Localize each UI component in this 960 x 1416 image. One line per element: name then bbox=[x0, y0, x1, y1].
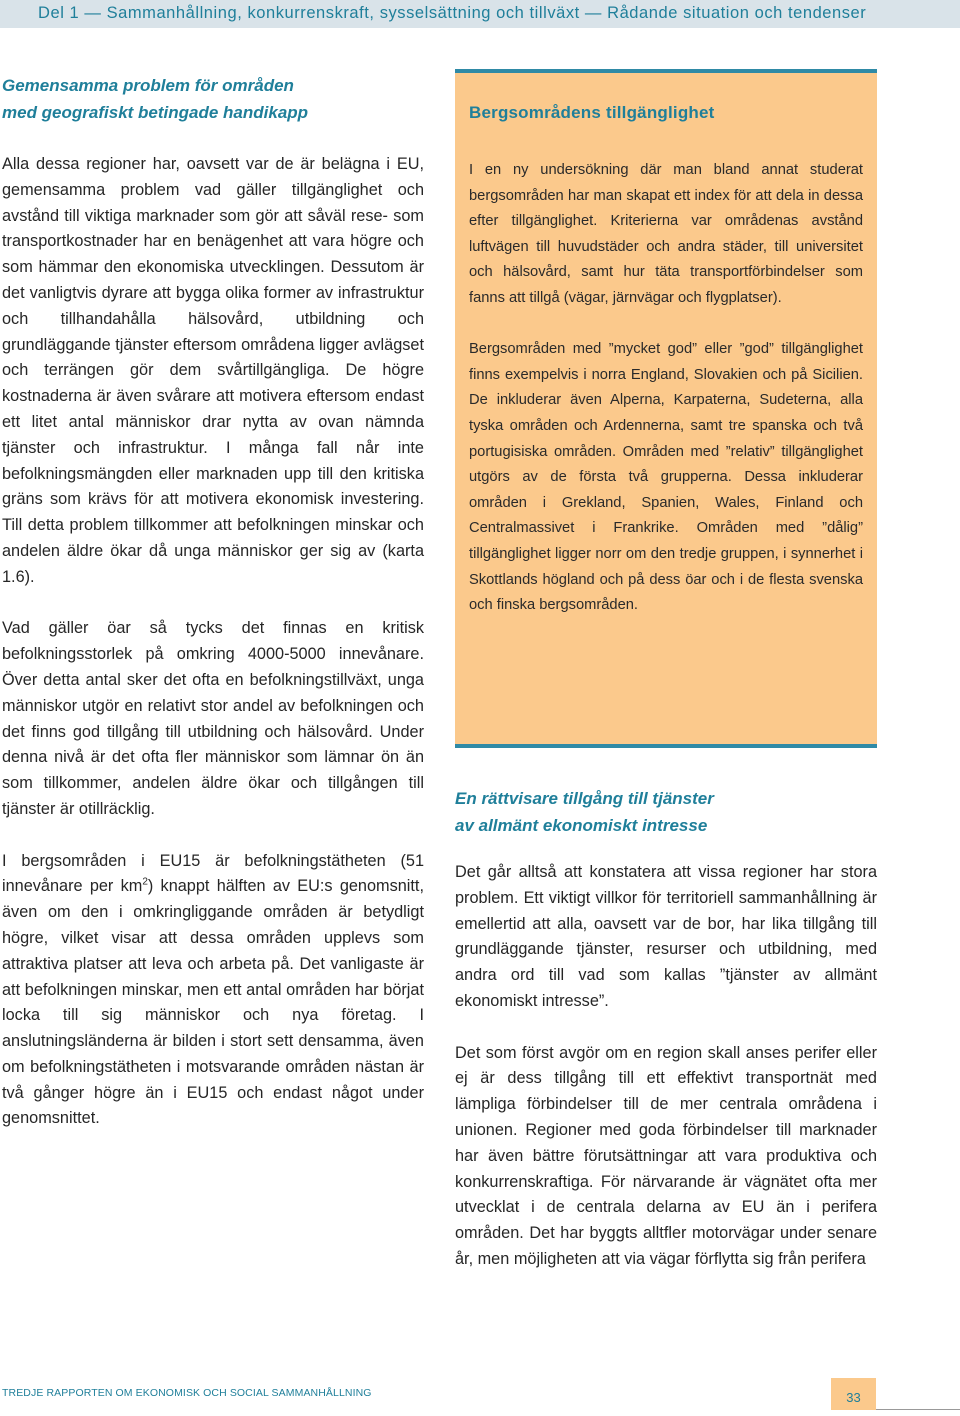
left-paragraph-3-end: ) knappt hälften av EU:s genomsnitt, även om den i omkringliggande områden är betydligt högre, vilket visar att dessa områden upplevs som attraktiva platser att leva och arbeta på. Det vanligaste är att befolkningen minskar, men ett antal områden har börjat locka till sig människor och nya företag. I anslutningsländerna är bilden i stort sett densamma, även om befolkningstätheten i motsvarande områden nästan är två gånger högre än i EU15 och endast något under genomsnittet. bbox=[2, 877, 424, 1128]
footer-divider bbox=[876, 1409, 960, 1410]
right-heading-line-2: av allmänt ekonomiskt intresse bbox=[455, 816, 708, 835]
right-section-heading bbox=[455, 785, 877, 839]
right-body bbox=[455, 860, 877, 1273]
running-header: Del 1 — Sammanhållning, konkurrenskraft, sysselsättning och tillväxt — Rådande situation och tendenser bbox=[0, 0, 960, 28]
left-paragraph-3 bbox=[2, 849, 424, 1133]
footer-report-title: TREDJE RAPPORTEN OM EKONOMISK OCH SOCIAL SAMMANHÅLLNING bbox=[2, 1387, 372, 1399]
left-heading-line-2: med geografiskt betingade handikapp bbox=[2, 103, 309, 122]
info-box-title: Bergsområdens tillgänglighet bbox=[469, 103, 715, 122]
left-column bbox=[2, 72, 424, 1132]
info-box-paragraph-2: Bergsområden med ”mycket god” eller ”god” tillgänglighet finns exempelvis i norra England, Slovakien och på Sicilien. De inkluderar även Alperna, Karpaterna, Sudeterna, alla tyska områden och Ardennerna, samt tre spanska och två portugisiska områden. Områden med ”relativ” tillgänglighet utgörs av de första två grupperna. Dessa inkluderar områden i Grekland, Spanien, Wales, Finland och Centralmassivet i Frankrike. Områden med ”dålig” tillgänglighet ligger norr om den tredje gruppen, i synnerhet i Skottlands högland och på dess öar och i de flesta svenska och finska bergsområden. bbox=[469, 341, 863, 614]
info-box-mountain-accessibility bbox=[455, 69, 877, 748]
right-paragraph-1: Det går alltså att konstatera att vissa regioner har stora problem. Ett viktigt villkor för territoriell sammanhållning är emellertid att alla, oavsett var de bor, har lika tillgång till grundläggande tjänster, resurser och utbildning, med andra ord till vad som kallas ”tjänster av allmänt ekonomiskt intresse”. bbox=[455, 863, 877, 1010]
info-box-paragraph-1: I en ny undersökning där man bland annat studerat bergsområden har man skapat ett index för att dela in dessa efter tillgänglighet. Kriterierna var områdenas avstånd luftvägen till huvudstäder och andra städer, till universitet och hälsovård, samt hur täta transportförbindelser som fanns att tillgå (vägar, järnvägar och flygplatser). bbox=[469, 162, 863, 306]
right-paragraph-2: Det som först avgör om en region skall anses perifer eller ej är dess tillgång till ett effektivt transportnät med lämpliga förbindelser till de mer centrala områdena i unionen. Regioner med goda förbindelser till marknader har även bättre förutsättningar att vara produktiva och konkurrenskraftiga. För närvarande är vägnätet ofta mer utvecklat i de centrala delarna av EU än i perifera områden. Det har byggts alltfler motorvägar under senare år, men möjligheten att via vägar förflytta sig från perifera bbox=[455, 1043, 877, 1268]
left-body bbox=[2, 152, 424, 1132]
superscript-2: 2 bbox=[142, 876, 148, 888]
left-paragraph-3-start: I bergsområden i EU15 är befolkningstätheten (51 innevånare per km bbox=[2, 851, 424, 896]
page-number: 33 bbox=[831, 1378, 876, 1410]
left-paragraph-1: Alla dessa regioner har, oavsett var de är belägna i EU, gemensamma problem vad gäller tillgänglighet och avstånd till viktiga marknader som gör att såväl rese- som transportkostnader har en benägenhet att vara högre och som hämmar den ekonomiska utvecklingen. Dessutom är det vanligtvis dyrare att bygga olika former av infrastruktur och tillhandahålla hälsovård, utbildning och grundläggande tjänster eftersom områdena ligger avlägset och terrängen gör dem svårtillgängliga. De högre kostnaderna är även svårare att motivera eftersom endast ett litet antal människor drar nytta av ovan nämnda tjänster och infrastruktur. I många fall når inte befolkningsmängden eller marknaden upp till den kritiska gräns som krävs för att motivera ekonomisk investering. Till detta problem tillkommer att befolkningen minskar och andelen äldre ökar då unga människor ger sig av (karta 1.6). bbox=[2, 155, 424, 586]
left-section-heading bbox=[2, 72, 424, 126]
left-paragraph-2: Vad gäller öar så tycks det finnas en kritisk befolkningsstorlek på omkring 4000-5000 innevånare. Över detta antal sker det ofta en befolkningstillväxt, unga människor utgör en relativt stor andel av befolkningen och det finns god tillgång till utbildning och hälsovård. Under denna nivå är det ofta fler människor som lämnar ön än som tillkommer, andelen äldre ökar och tillgången till tjänster är otillräcklig. bbox=[2, 619, 424, 818]
left-heading-line-1: Gemensamma problem för områden bbox=[2, 76, 294, 95]
right-heading-line-1: En rättvisare tillgång till tjänster bbox=[455, 789, 714, 808]
